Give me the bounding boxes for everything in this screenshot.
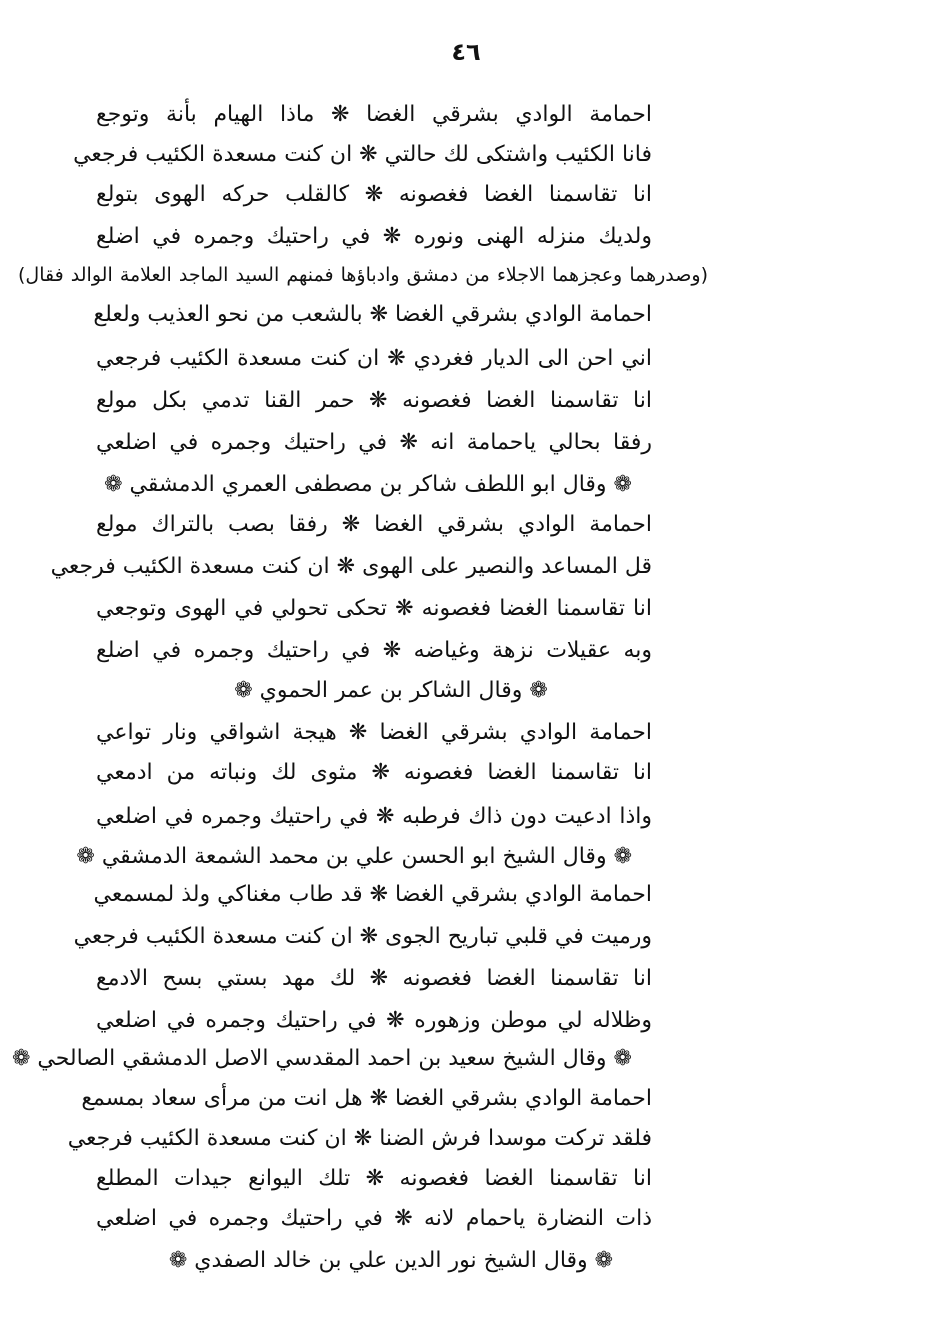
poet-heading: ❁ وقال ابو اللطف شاكر بن مصطفى العمري الدمشقي ❁ [104,472,632,497]
verse-line: انا تقاسمنا الغضا فغصونه ❋ كالقلب حركه الهوى بتولع [96,182,652,207]
verse-line: اني احن الى الديار فغردي ❋ ان كنت مسعدة الكئيب فرجعي [96,346,652,371]
verse-line: احمامة الوادي بشرقي الغضا ❋ رفقا بصب بالتراك مولع [96,512,652,537]
verse-line: رفقا بحالي ياحمامة انه ❋ في راحتيك وجمره في اضلعي [96,430,652,455]
verse-line: فلقد تركت موسدا فرش الضنا ❋ ان كنت مسعدة الكئيب فرجعي [67,1126,652,1151]
prose-line: (وصدرهما وعجزهما الاجلاء من دمشق وادباؤها فمنهم السيد الماجد العلامة الوالد فقال) [18,264,708,286]
poet-heading: ❁ وقال الشيخ نور الدين علي بن خالد الصفدي ❁ [168,1248,614,1273]
poet-heading: ❁ وقال الشاكر بن عمر الحموي ❁ [234,678,548,703]
verse-line: واذا ادعيت دون ذاك فرطبه ❋ في راحتيك وجمره في اضلعي [96,804,652,829]
verse-line: انا تقاسمنا الغضا فغصونه ❋ لك مهد بستي بسح الادمع [96,966,652,991]
verse-line: انا تقاسمنا الغضا فغصونه ❋ مثوى لك ونباته من ادمعي [96,760,652,785]
verse-line: انا تقاسمنا الغضا فغصونه ❋ تحكى تحولي في الهوى وتوجعي [96,596,652,621]
verse-line: قل المساعد والنصير على الهوى ❋ ان كنت مسعدة الكئيب فرجعي [50,554,652,579]
verse-line: انا تقاسمنا الغضا فغصونه ❋ حمر القنا تدمي بكل مولع [96,388,652,413]
verse-line: وظلاله لي موطن وزهوره ❋ في راحتيك وجمره في اضلعي [96,1008,652,1033]
verse-line: ذات النضارة ياحمام لانه ❋ في راحتيك وجمره في اضلعي [96,1206,652,1231]
page-number: ٤٦ [451,38,481,66]
verse-line: فانا الكئيب واشتكى لك حالتي ❋ ان كنت مسعدة الكئيب فرجعي [73,142,652,167]
verse-line: ورميت في قلبي تباريح الجوى ❋ ان كنت مسعدة الكئيب فرجعي [73,924,652,949]
verse-line: انا تقاسمنا الغضا فغصونه ❋ تلك اليوانع جيدات المطلع [96,1166,652,1191]
verse-line: احمامة الوادي بشرقي الغضا ❋ بالشعب من نحو العذيب ولعلع [93,302,652,327]
verse-line: ولديك منزله الهنى ونوره ❋ في راحتيك وجمره في اضلع [96,224,652,249]
verse-line: احمامة الوادي بشرقي الغضا ❋ قد طاب مغناكي ولذ لمسمعي [93,882,652,907]
poet-heading: ❁ وقال الشيخ سعيد بن احمد المقدسي الاصل الدمشقي الصالحي ❁ [11,1046,632,1071]
verse-line: احمامة الوادي بشرقي الغضا ❋ ماذا الهيام بأنة وتوجع [96,102,652,127]
poet-heading: ❁ وقال الشيخ ابو الحسن علي بن محمد الشمعة الدمشقي ❁ [76,844,632,869]
verse-line: وبه عقيلات نزهة وغياضه ❋ في راحتيك وجمره في اضلع [96,638,652,663]
verse-line: احمامة الوادي بشرقي الغضا ❋ هيجة اشواقي ونار تواعي [96,720,652,745]
verse-line: احمامة الوادي بشرقي الغضا ❋ هل انت من مرأى سعاد بمسمع [81,1086,652,1111]
